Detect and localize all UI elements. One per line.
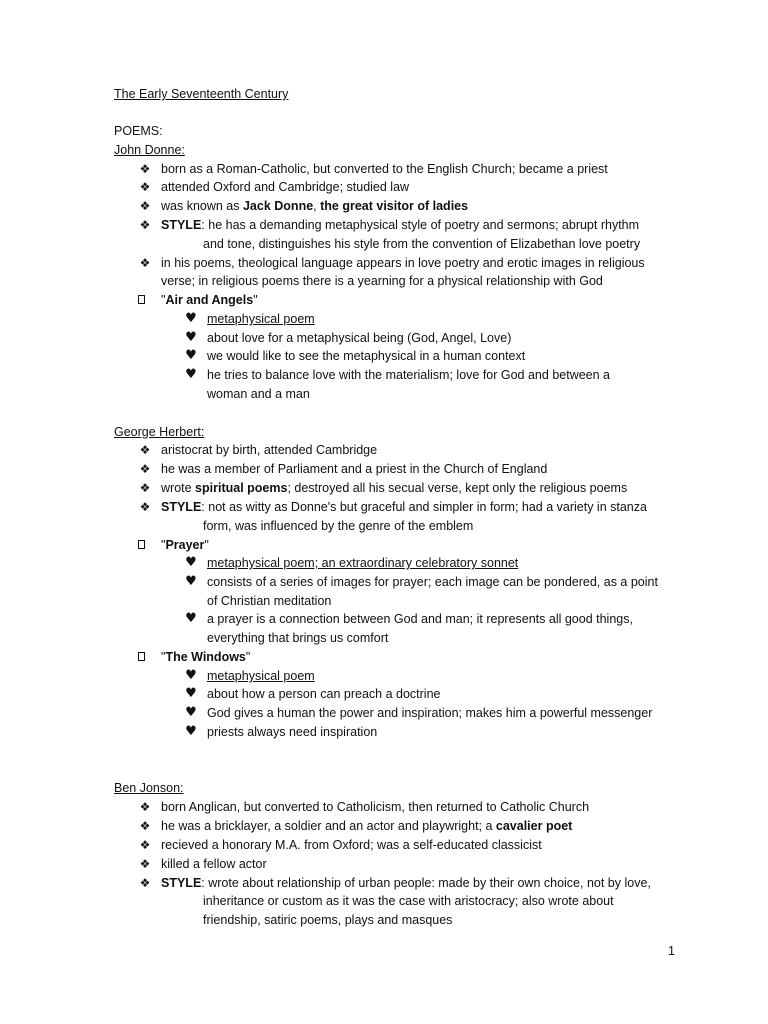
diamond-bullet-icon: ❖ — [139, 462, 151, 476]
list-item: ❖ STYLE: wrote about relationship of urban people: made by their own choice, not by love, — [139, 876, 651, 890]
poem-detail: ♥ about how a person can preach a doctrine — [185, 686, 441, 701]
poem-detail: ♥ a prayer is a connection between God and man; it represents all good things, — [185, 611, 633, 626]
poem-detail: ♥ he tries to balance love with the materialism; love for God and between a — [185, 367, 610, 382]
section-heading-jonson: Ben Jonson: — [114, 781, 184, 795]
heart-bullet-icon: ♥ — [185, 555, 197, 570]
diamond-bullet-icon: ❖ — [139, 800, 151, 814]
list-item: ❖ wrote spiritual poems; destroyed all his secual verse, kept only the religious poems — [139, 481, 628, 495]
poems-heading: POEMS: — [114, 124, 163, 138]
box-bullet-icon — [138, 540, 145, 549]
diamond-bullet-icon: ❖ — [139, 876, 151, 890]
diamond-bullet-icon: ❖ — [139, 443, 151, 457]
poem-detail-continuation: of Christian meditation — [207, 594, 332, 608]
poem-item: "Prayer" — [161, 536, 209, 554]
list-item-continuation: verse; in religious poems there is a yearning for a physical relationship with God — [161, 274, 603, 288]
list-item-continuation: inheritance or custom as it was the case with aristocracy; also wrote about — [203, 894, 614, 908]
list-item: ❖ he was a bricklayer, a soldier and an actor and playwright; a cavalier poet — [139, 819, 573, 833]
list-item: ❖ born as a Roman-Catholic, but converted to the English Church; became a priest — [139, 162, 608, 176]
document-title: The Early Seventeenth Century — [114, 87, 289, 101]
poem-detail: ♥ about love for a metaphysical being (God, Angel, Love) — [185, 330, 512, 345]
diamond-bullet-icon: ❖ — [139, 481, 151, 495]
heart-bullet-icon: ♥ — [185, 668, 197, 683]
diamond-bullet-icon: ❖ — [139, 218, 151, 232]
diamond-bullet-icon: ❖ — [139, 857, 151, 871]
list-item: ❖ STYLE: not as witty as Donne's but graceful and simpler in form; had a variety in stanza — [139, 500, 647, 514]
list-item: ❖ attended Oxford and Cambridge; studied law — [139, 180, 410, 194]
diamond-bullet-icon: ❖ — [139, 838, 151, 852]
poem-detail: ♥ metaphysical poem — [185, 668, 315, 683]
poem-detail: ♥ we would like to see the metaphysical in a human context — [185, 348, 526, 363]
poem-detail: ♥ consists of a series of images for prayer; each image can be pondered, as a point — [185, 574, 658, 589]
list-item: ❖ he was a member of Parliament and a priest in the Church of England — [139, 462, 548, 476]
diamond-bullet-icon: ❖ — [139, 180, 151, 194]
heart-bullet-icon: ♥ — [185, 348, 197, 363]
heart-bullet-icon: ♥ — [185, 724, 197, 739]
heart-bullet-icon: ♥ — [185, 686, 197, 701]
list-item: ❖ born Anglican, but converted to Catholicism, then returned to Catholic Church — [139, 800, 590, 814]
poem-detail: ♥ metaphysical poem — [185, 311, 315, 326]
list-item: ❖ aristocrat by birth, attended Cambridge — [139, 443, 378, 457]
box-bullet-icon — [138, 295, 145, 304]
poem-detail: ♥ priests always need inspiration — [185, 724, 378, 739]
poem-detail: ♥ metaphysical poem; an extraordinary celebratory sonnet — [185, 555, 519, 570]
diamond-bullet-icon: ❖ — [139, 199, 151, 213]
heart-bullet-icon: ♥ — [185, 311, 197, 326]
heart-bullet-icon: ♥ — [185, 367, 197, 382]
poem-item: "Air and Angels" — [161, 291, 258, 309]
heart-bullet-icon: ♥ — [185, 574, 197, 589]
box-bullet-icon — [138, 652, 145, 661]
diamond-bullet-icon: ❖ — [139, 500, 151, 514]
list-item: ❖ in his poems, theological language appears in love poetry and erotic images in religious — [139, 256, 645, 270]
page-number: 1 — [668, 944, 675, 958]
heart-bullet-icon: ♥ — [185, 705, 197, 720]
poem-detail: ♥ God gives a human the power and inspiration; makes him a powerful messenger — [185, 705, 653, 720]
heart-bullet-icon: ♥ — [185, 611, 197, 626]
section-heading-herbert: George Herbert: — [114, 425, 205, 439]
diamond-bullet-icon: ❖ — [139, 819, 151, 833]
poem-detail-continuation: everything that brings us comfort — [207, 631, 389, 645]
list-item-continuation: friendship, satiric poems, plays and masques — [203, 913, 453, 927]
diamond-bullet-icon: ❖ — [139, 256, 151, 270]
list-item-continuation: and tone, distinguishes his style from the convention of Elizabethan love poetry — [203, 237, 641, 251]
heart-bullet-icon: ♥ — [185, 330, 197, 345]
section-heading-donne: John Donne: — [114, 143, 185, 157]
list-item: ❖ was known as Jack Donne, the great visitor of ladies — [139, 199, 469, 213]
diamond-bullet-icon: ❖ — [139, 162, 151, 176]
poem-item: "The Windows" — [161, 648, 250, 666]
list-item-continuation: form, was influenced by the genre of the emblem — [203, 519, 474, 533]
poem-detail-continuation: woman and a man — [207, 387, 310, 401]
list-item: ❖ STYLE: he has a demanding metaphysical style of poetry and sermons; abrupt rhythm — [139, 218, 640, 232]
list-item: ❖ recieved a honorary M.A. from Oxford; was a self-educated classicist — [139, 838, 542, 852]
list-item: ❖ killed a fellow actor — [139, 857, 267, 871]
